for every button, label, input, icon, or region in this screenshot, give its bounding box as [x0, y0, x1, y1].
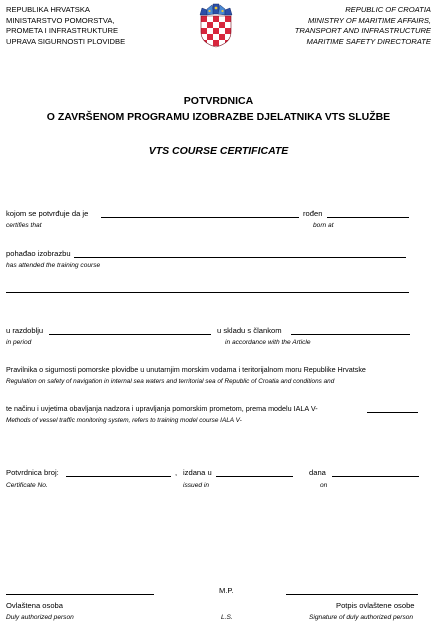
authorized-person-label: Ovlaštena osoba — [6, 601, 63, 610]
checkerboard-shield-icon — [201, 16, 231, 48]
signature-label: Potpis ovlaštene osobe — [336, 601, 415, 610]
header-right-block — [295, 5, 431, 47]
crown-icon — [200, 4, 232, 15]
on-label-en: on — [320, 482, 328, 489]
header-left-line: UPRAVA SIGURNOSTI PLOVIDBE — [6, 36, 126, 46]
comma-separator: , — [175, 468, 178, 477]
iala-model-line — [367, 412, 418, 413]
header-left-line: PROMETA I INFRASTRUKTURE — [6, 26, 119, 36]
document-title-line2: O ZAVRŠENOM PROGRAMU IZOBRAZBE DJELATNIKA VTS SLUŽBE — [46, 111, 391, 123]
signature-label-en: Signature of duly authorized person — [309, 614, 414, 621]
course-line — [74, 257, 406, 258]
regulation-text-en: Regulation on safety of navigation in internal sea waters and territorial sea of Republic of Croatia and conditions and — [6, 378, 335, 385]
header-right-line: REPUBLIC OF CROATIA — [345, 5, 431, 14]
period-label-en: in period — [6, 339, 32, 346]
born-label-en: born at — [313, 222, 334, 229]
on-label: dana — [309, 468, 326, 477]
header-left-line: MINISTARSTVO POMORSTVA, — [6, 15, 115, 25]
authorized-person-line — [6, 594, 154, 595]
period-line — [49, 334, 211, 335]
attended-label: pohađao izobrazbu — [6, 249, 71, 258]
document-subtitle: VTS COURSE CERTIFICATE — [148, 145, 289, 157]
certifies-label-en: certifies that — [6, 222, 42, 229]
article-line — [291, 334, 410, 335]
regulation-text: Pravilnika o sigurnosti pomorske plovidbe u unutarnjim morskim vodama i teritorijalnom moru Republike Hrvatske — [6, 365, 366, 374]
issued-label: izdana u — [183, 468, 212, 477]
authorized-person-label-en: Duly authorized person — [6, 614, 74, 621]
course-line-2 — [6, 292, 409, 293]
article-label: u skladu s člankom — [217, 326, 282, 335]
article-label-en: in accordance with the Article — [225, 339, 311, 346]
cert-no-label: Potvrdnica broj: — [6, 468, 59, 477]
issued-line — [216, 476, 293, 477]
croatian-coat-of-arms-icon — [197, 2, 235, 48]
header-left-line: REPUBLIKA HRVATSKA — [6, 5, 90, 14]
name-line — [101, 217, 299, 218]
seal-label-en: L.S. — [221, 614, 233, 621]
header-right-line: MINISTRY OF MARITIME AFFAIRS, — [307, 15, 431, 25]
header-right-line: MARITIME SAFETY DIRECTORATE — [306, 36, 431, 46]
cert-no-label-en: Certificate No. — [6, 482, 48, 489]
methods-text: te načinu i uvjetima obavljanja nadzora i upravljanja pomorskim prometom, prema modelu IALA V- — [6, 404, 318, 413]
period-label: u razdoblju — [6, 326, 44, 335]
cert-no-line — [66, 476, 171, 477]
methods-text-en: Methods of vessel traffic monitoring system, refers to training model course IALA V- — [6, 417, 242, 424]
certifies-label: kojom se potvrđuje da je — [6, 209, 89, 218]
issued-label-en: issued in — [183, 482, 210, 489]
born-label: rođen — [303, 209, 323, 218]
date-line — [332, 476, 419, 477]
seal-label: M.P. — [219, 586, 234, 595]
attended-label-en: has attended the training course — [6, 262, 101, 269]
header-right-line: TRANSPORT AND INFRASTRUCTURE — [294, 26, 431, 36]
document-title: POTVRDNICA — [183, 95, 254, 107]
signature-line — [286, 594, 418, 595]
born-line — [327, 217, 409, 218]
header-left-block — [6, 5, 125, 47]
